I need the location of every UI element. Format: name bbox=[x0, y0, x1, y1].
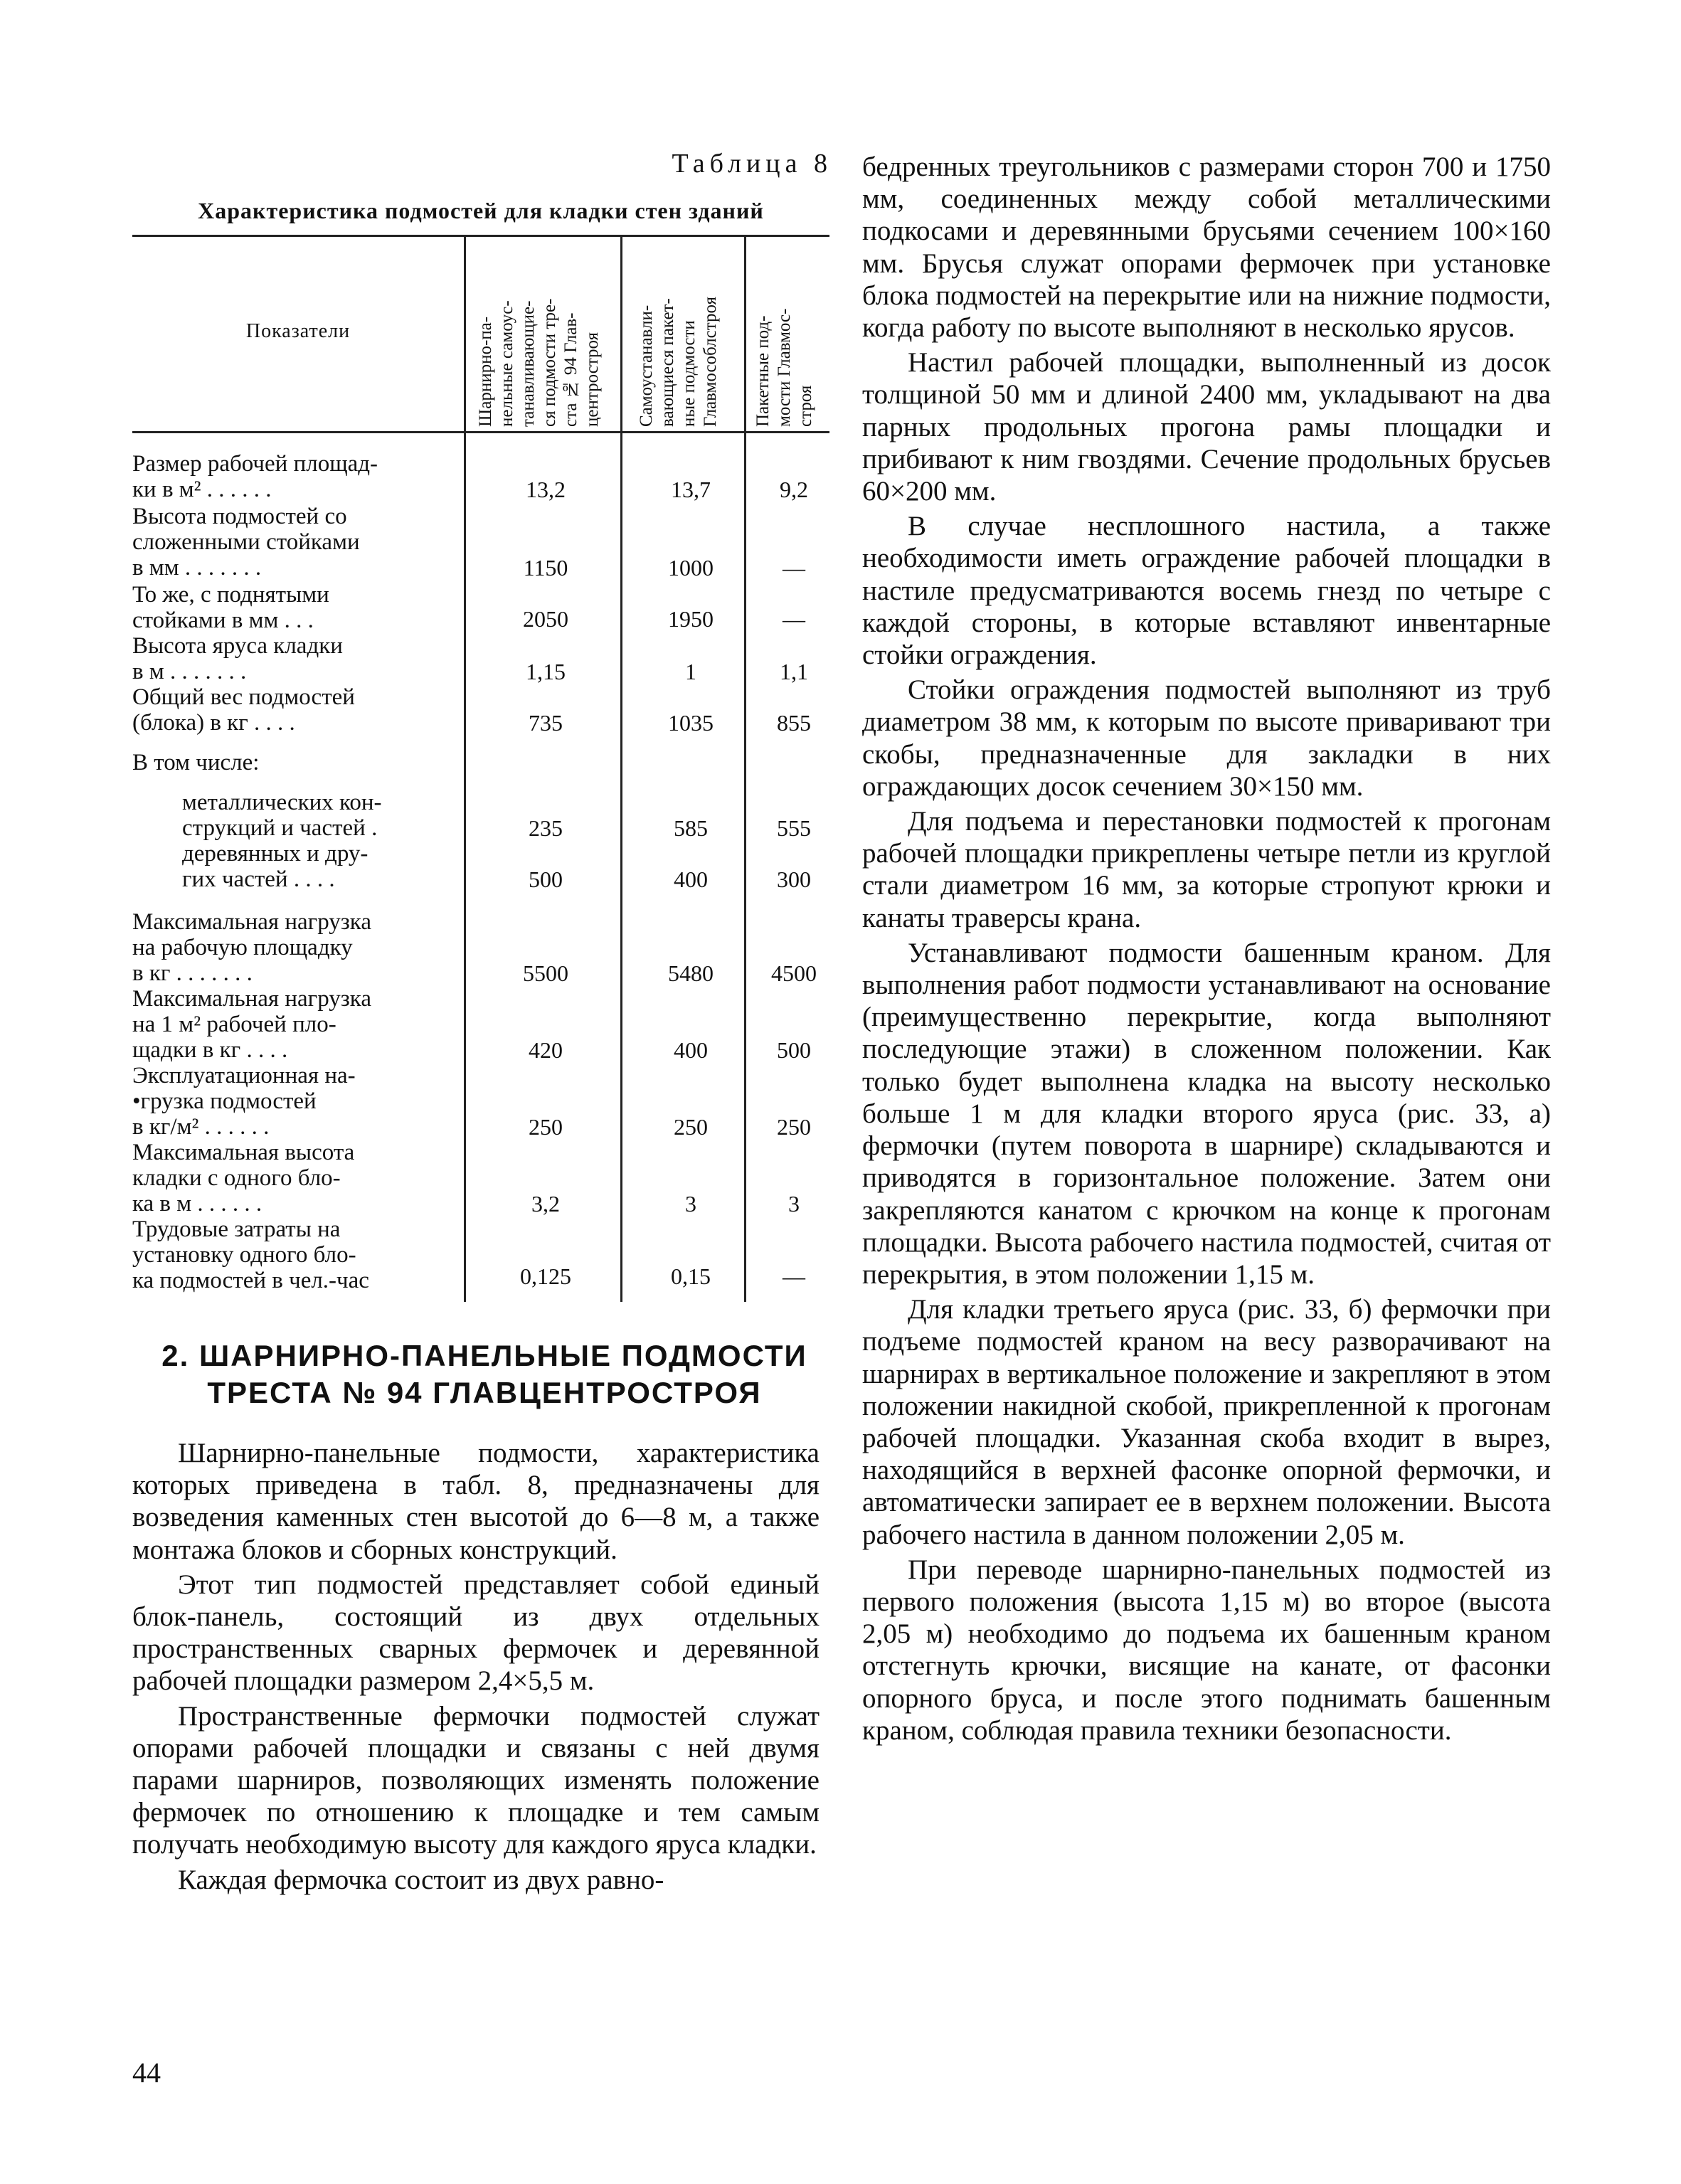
cell-value: 2050 bbox=[523, 606, 568, 632]
cell-value: 0,125 bbox=[520, 1263, 571, 1289]
spec-table bbox=[132, 235, 829, 1302]
row-label: Общий вес подмостей (блока) в кг . . . . bbox=[132, 684, 355, 736]
cell-value: 5500 bbox=[523, 960, 568, 986]
cell-value: 3 bbox=[685, 1191, 696, 1216]
paragraph: Каждая фермочка состоит из двух равно- bbox=[178, 1864, 664, 1895]
cell-value: — bbox=[783, 606, 805, 632]
cell-value: — bbox=[783, 555, 805, 581]
cell-value: 4500 bbox=[771, 960, 817, 986]
paragraph: Стойки ограждения подмостей выполняют из труб диаметром 38 мм, к которым по высоте приваривают три скобы, предназначенные для закладки в них ограждающих досок сечением 30×150 мм. bbox=[862, 674, 1551, 802]
page-number: 44 bbox=[132, 2057, 161, 2089]
row-label: Высота яруса кладки в м . . . . . . . bbox=[132, 633, 343, 684]
cell-value: 1035 bbox=[668, 710, 714, 736]
section-heading-line-2: ТРЕСТА № 94 ГЛАВЦЕНТРОСТРОЯ bbox=[207, 1376, 762, 1409]
cell-value: 1950 bbox=[668, 606, 714, 632]
row-label: Размер рабочей площад- ки в м² . . . . . . bbox=[132, 451, 378, 502]
column-header-2: Самоустанавли- вающиеся пакет- ные подмости Главмособлстроя bbox=[637, 297, 720, 427]
paragraph: бедренных треугольников с размерами сторон 700 и 1750 мм, соединенных между собой металлическими подкосами и деревянными брусьями сечением 100×160 мм. Брусья служат опорами фермочек при установке блока подмостей на перекрытие или на нижние подмости, когда работу по высоте выполняют в несколько ярусов. bbox=[862, 152, 1551, 344]
column-header-3: Пакетные под- мости Главмос- строя bbox=[753, 308, 815, 427]
table-number: Таблица 8 bbox=[672, 149, 832, 179]
cell-value: 250 bbox=[777, 1114, 811, 1140]
cell-value: 13,2 bbox=[526, 477, 566, 502]
cell-value: 5480 bbox=[668, 960, 714, 986]
cell-value: 250 bbox=[674, 1114, 708, 1140]
cell-value: 250 bbox=[529, 1114, 563, 1140]
paragraph: Пространственные фермочки подмостей служат опорами рабочей площадки и связаны с ней двумя парами шарниров, позволяющих изменять положение фермочек по отношению к площадке и тем самым получать необходимую высоту для каждого яруса кладки. bbox=[132, 1700, 820, 1860]
table-header-rule bbox=[132, 431, 829, 433]
table-col-divider-1 bbox=[464, 235, 466, 1302]
cell-value: 555 bbox=[777, 815, 811, 841]
row-label: То же, с поднятыми стойками в мм . . . bbox=[132, 582, 329, 633]
cell-value: 855 bbox=[777, 710, 811, 736]
cell-value: 500 bbox=[777, 1037, 811, 1063]
cell-value: 500 bbox=[529, 866, 563, 892]
paragraph: При переводе шарнирно-панельных подмостей из первого положения (высота 1,15 м) во второе (высота 2,05 м) необходимо до подъема их башенным краном отстегнуть крючки, висящие на канате, от фасонки опорного бруса, и после этого поднимать башенным краном, соблюдая правила техники безопасности. bbox=[862, 1554, 1551, 1746]
cell-value: 3,2 bbox=[531, 1191, 560, 1216]
section-heading-line-1: 2. ШАРНИРНО-ПАНЕЛЬНЫЕ ПОДМОСТИ bbox=[161, 1339, 807, 1372]
row-label: Максимальная нагрузка на рабочую площадку в кг . . . . . . . bbox=[132, 909, 371, 986]
cell-value: 585 bbox=[674, 815, 708, 841]
row-label: металлических кон- струкций и частей . bbox=[182, 790, 382, 841]
paragraph: Этот тип подмостей представляет собой единый блок-панель, состоящий из двух отдельных пространственных сварных фермочек и деревянной рабочей площадки размером 2,4×5,5 м. bbox=[132, 1569, 820, 1697]
cell-value: 400 bbox=[674, 1037, 708, 1063]
table-col-divider-3 bbox=[744, 235, 746, 1302]
cell-value: — bbox=[783, 1263, 805, 1289]
paragraph: Устанавливают подмости башенным краном. Для выполнения работ подмости устанавливают на основание (преимущественно перекрытие, когда выполняют последующие этажи) в сложенном положении. Как только будет выполнена кладка на высоту несколько больше 1 м для кладки второго яруса (рис. 33, а) фермочки (путем поворота в шарнире) складываются и приводятся в горизонтальное положение. Затем они закрепляются канатом с крючком на конце к прогонам площадки. Высота рабочего настила подмостей, считая от перекрытия, в этом положении 1,15 м. bbox=[862, 937, 1551, 1290]
indicator-header: Показатели bbox=[245, 320, 351, 342]
cell-value: 9,2 bbox=[780, 477, 808, 502]
cell-value: 0,15 bbox=[671, 1263, 711, 1289]
row-label: Максимальная нагрузка на 1 м² рабочей пло- щадки в кг . . . . bbox=[132, 986, 371, 1063]
table-col-divider-2 bbox=[620, 235, 622, 1302]
row-label: Эксплуатационная на- •грузка подмостей в кг/м² . . . . . . bbox=[132, 1063, 356, 1140]
paragraph: Для подъема и перестановки подмостей к прогонам рабочей площадки прикреплены четыре петли из круглой стали диаметром 16 мм, за которые стропуют крюки и канаты траверсы крана. bbox=[862, 806, 1551, 933]
cell-value: 300 bbox=[777, 866, 811, 892]
table-title: Характеристика подмостей для кладки стен зданий bbox=[198, 198, 764, 223]
cell-value: 735 bbox=[529, 710, 563, 736]
cell-value: 1,1 bbox=[780, 659, 808, 684]
cell-value: 400 bbox=[674, 866, 708, 892]
row-label: деревянных и дру- гих частей . . . . bbox=[182, 841, 368, 892]
section-heading bbox=[132, 1337, 837, 1411]
row-label: Трудовые затраты на установку одного бло- ка подмостей в чел.-час bbox=[132, 1216, 369, 1293]
right-column-text bbox=[862, 151, 1551, 1749]
cell-value: 235 bbox=[529, 815, 563, 841]
row-label: Максимальная высота кладки с одного бло- ка в м . . . . . . bbox=[132, 1140, 355, 1216]
cell-value: 1150 bbox=[523, 555, 568, 581]
cell-value: 1000 bbox=[668, 555, 714, 581]
paragraph: В случае несплошного настила, а также необходимости иметь ограждение рабочей площадки в настиле предусматриваются восемь гнезд по четыре с каждой стороны, в которые вставляют инвентарные стойки ограждения. bbox=[862, 511, 1551, 671]
cell-value: 1 bbox=[685, 659, 696, 684]
paragraph: Настил рабочей площадки, выполненный из досок толщиной 50 мм и длиной 2400 мм, укладывают на два парных продольных прогона рамы площадки и прибивают к ним гвоздями. Сечение продольных брусьев 60×200 мм. bbox=[862, 347, 1551, 507]
left-column-text bbox=[132, 1437, 820, 1899]
paragraph: Шарнирно-панельные подмости, характеристика которых приведена в табл. 8, предназначены для возведения каменных стен высотой до 6—8 м, а также монтажа блоков и сборных конструкций. bbox=[132, 1438, 820, 1565]
table-top-rule bbox=[132, 235, 829, 237]
cell-value: 3 bbox=[788, 1191, 800, 1216]
cell-value: 13,7 bbox=[671, 477, 711, 502]
cell-value: 1,15 bbox=[526, 659, 566, 684]
row-label: Высота подмостей со сложенными стойками в мм . . . . . . . bbox=[132, 504, 360, 581]
paragraph: Для кладки третьего яруса (рис. 33, б) фермочки при подъеме подмостей краном на весу разворачивают на шарнирах в вертикальное положение и закрепляют в этом положении накидной скобой, прикрепленной к прогонам рабочей площадки. Указанная скоба входит в вырез, находящийся в верхней фасонке опорной фермочки, и автоматически запирает ее в верхнем положении. Высота рабочего настила в данном положении 2,05 м. bbox=[862, 1294, 1551, 1550]
cell-value: 420 bbox=[529, 1037, 563, 1063]
row-label: В том числе: bbox=[132, 750, 260, 775]
column-header-1: Шарнирно-па- нельные самоус- танавливающие- ся подмости тре- ста № 94 Глав- центростроя bbox=[476, 298, 602, 427]
